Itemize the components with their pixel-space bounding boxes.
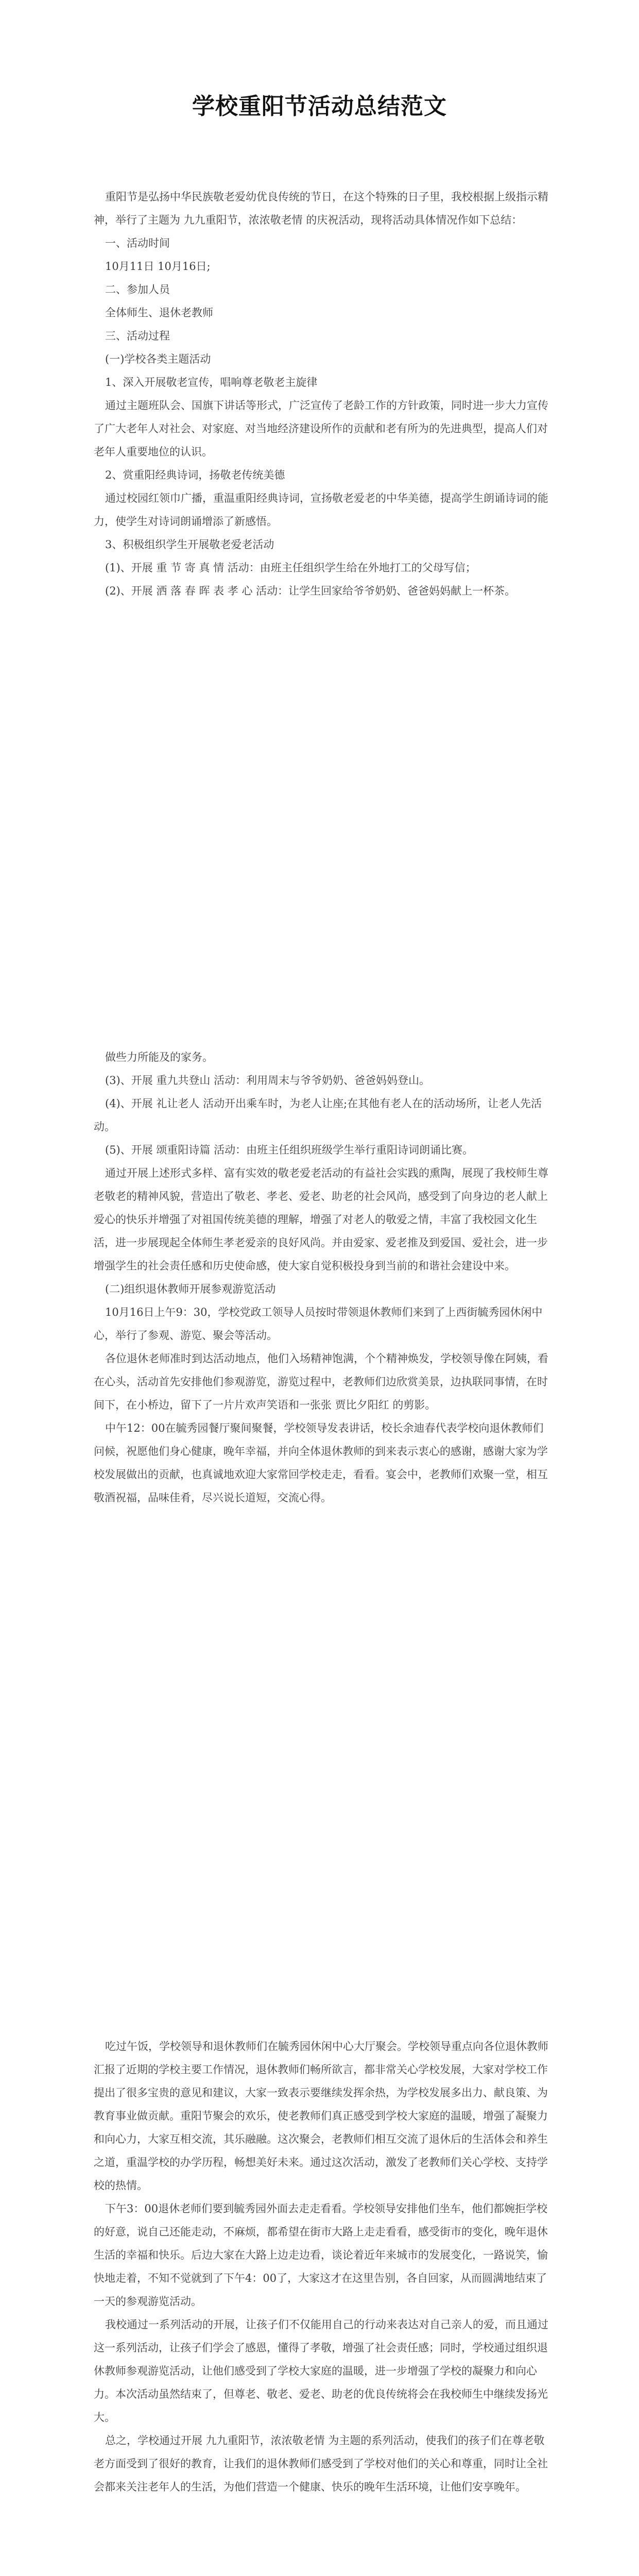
paragraph: 总之，学校通过开展 九九重阳节，浓浓敬老情 为主题的系列活动，使我们的孩子们在尊老敬老方面受到了很好的教育，让我们的退休教师们感受到了学校对他们的关心和尊重，同时让全社会都来关注老年人的生活，为他们营造一个健康、快乐的晚年生活环境，让他们安享晚年。 [94,2434,548,2493]
paragraph: 2、赏重阳经典诗词，扬敬老传统美德 [105,469,285,481]
section-1 [94,185,552,603]
paragraph: 通过开展上述形式多样、富有实效的敬老爱老活动的有益社会实践的熏陶，展现了我校师生尊老敬老的精神风貌，营造出了敬老、孝老、爱老、助老的社会风尚，感受到了向身边的老人献上爱心的快乐并增强了对祖国传统美德的理解，增强了对老人的敬爱之情，丰富了我校园文化生活，进一步展现起全体师生孝老爱亲的良好风尚。并由爱家、爱老推及到爱国、爱社会，进一步增强学生的社会责任感和历史使命感，使大家自觉积极投身到当前的和谐社会建设中来。 [94,1167,548,1272]
paragraph: 10月16日上午9：30，学校党政工领导人员按时带领退休教师们来到了上西街毓秀园休闲中心，举行了参观、游览、聚会等活动。 [94,1306,543,1342]
paragraph: 10月11日 10月16日; [105,260,211,273]
page-title: 学校重阳节活动总结范文 [192,93,447,120]
paragraph: 做些力所能及的家务。 [105,1051,213,1063]
paragraph: 一、活动时间 [105,237,170,249]
paragraph: 重阳节是弘扬中华民族敬老爱幼优良传统的节日，在这个特殊的日子里，我校根据上级指示精神，举行了主题为 九九重阳节，浓浓敬老情 的庆祝活动，现将活动具体情况作如下总结： [94,191,548,226]
paragraph: (3)、开展 重九共登山 活动：利用周末与爷爷奶奶、爸爸妈妈登山。 [105,1074,430,1087]
paragraph: 三、活动过程 [105,330,170,342]
paragraph: 通过校园红领巾广播，重温重阳经典诗词，宣扬敬老爱老的中华美德，提高学生朗诵诗词的能力，使学生对诗词朗诵增添了新感悟。 [94,492,548,528]
paragraph: 下午3：00退休老师们要到毓秀园外面去走走看看。学校领导安排他们坐车，他们都婉拒学校的好意，说自己还能走动，不麻烦，都希望在街市大路上走走看看，感受街市的变化，晚年退休生活的幸福和快乐。后边大家在大路上边走边看，谈论着近年来城市的发展变化，一路说笑，愉快地走着，不知不觉就到了下午4：00了，大家这才在这里告别，各自回家，从而圆满地结束了一天的参观游览活动。 [94,2202,548,2308]
section-2 [94,1046,552,1510]
paragraph: (2)、开展 洒 落 春 晖 表 孝 心 活动：让学生回家给爷爷奶奶、爸爸妈妈献上一杯茶。 [105,585,516,597]
paragraph: 中午12：00在毓秀园餐厅聚间聚餐，学校领导发表讲话，校长余迪春代表学校向退休教师们问候，祝愿他们身心健康，晚年幸福，并向全体退休教师的到来表示衷心的感谢，感谢大家为学校发展做出的贡献，也真诚地欢迎大家常回学校走走，看看。宴会中，老教师们欢聚一堂，相互敬酒祝福，品味佳肴，尽兴说长道短，交流心得。 [94,1422,548,1504]
paragraph: 各位退休老师准时到达活动地点，他们入场精神饱满，个个精神焕发，学校领导像在阿姨，看在心头，活动首先安排他们参观游览，游览过程中，老教师们边欣赏美景，边执联同事情，在时间下，在小桥边，留下了一片片欢声笑语和一张张 贾比夕阳红 的剪影。 [94,1352,548,1411]
paragraph: (二)组织退休教师开展参观游览活动 [105,1283,276,1295]
paragraph: 吃过午饭，学校领导和退休教师们在毓秀园休闲中心大厅聚会。学校领导重点向各位退休教师汇报了近期的学校主要工作情况，退休教师们畅所欲言，都非常关心学校发展，大家对学校工作提出了很多宝贵的意见和建议，大家一致表示要继续发挥余热，为学校发展多出力、献良策、为教育事业做贡献。重阳节聚会的欢乐，使老教师们真正感受到学校大家庭的温暖，增强了凝聚力和向心力，大家互相交流，其乐融融。这次聚会，老教师们相互交流了退休后的生活体会和养生之道，重温学校的办学历程，畅想美好未来。通过这次活动，激发了老教师们关心学校、支持学校的热情。 [94,2040,548,2192]
section-3 [94,2035,552,2499]
paragraph: 通过主题班队会、国旗下讲话等形式，广泛宣传了老龄工作的方针政策，同时进一步大力宣传了广大老年人对社会、对家庭、对当地经济建设所作的贡献和老有所为的先进典型，提高人们对老年人重要地位的认识。 [94,399,548,458]
paragraph: 1、深入开展敬老宣传，唱响尊老敬老主旋律 [105,376,318,388]
paragraph: 我校通过一系列活动的开展，让孩子们不仅能用自己的行动来表达对自己亲人的爱，而且通过这一系列活动，让孩子们学会了感恩，懂得了孝敬，增强了社会责任感；同时，学校通过组织退休教师参观游览活动，让他们感受到了学校大家庭的温暖，进一步增强了学校的凝聚力和向心力。本次活动虽然结束了，但尊老、敬老、爱老、助老的优良传统将会在我校师生中继续发扬光大。 [94,2318,548,2424]
paragraph: 全体师生、退休老教师 [105,307,213,319]
paragraph: 二、参加人员 [105,283,170,296]
paragraph: (1)、开展 重 节 寄 真 情 活动：由班主任组织学生给在外地打工的父母写信； [105,562,476,574]
paragraph: (4)、开展 礼让老人 活动开出乘车时，为老人让座;在其他有老人在的活动场所，让老人先活动。 [94,1097,542,1133]
paragraph: (5)、开展 颂重阳诗篇 活动：由班主任组织班级学生举行重阳诗词朗诵比赛。 [105,1144,474,1156]
paragraph: 3、积极组织学生开展敬老爱老活动 [105,538,274,551]
paragraph: (一)学校各类主题活动 [105,353,211,365]
